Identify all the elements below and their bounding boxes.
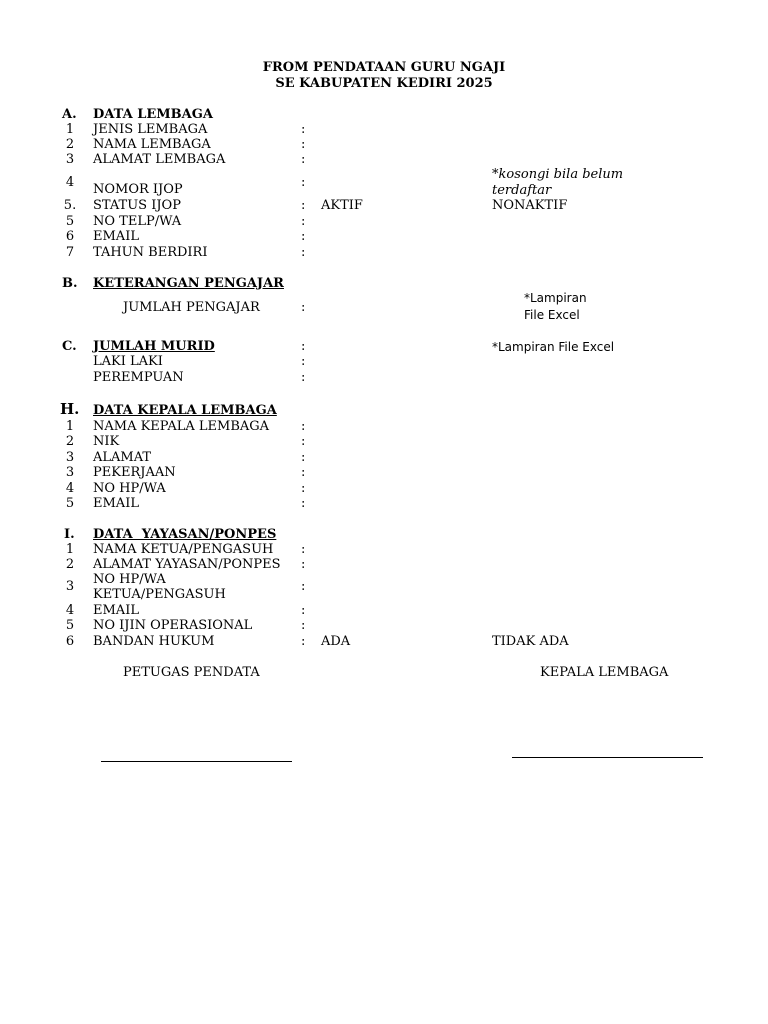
hukum-option-ada: ADA [321, 634, 351, 649]
field-colon: : [301, 450, 306, 465]
row-number: 6 [65, 634, 75, 649]
row-number: 2 [65, 557, 75, 572]
row-number: 4 [65, 175, 75, 190]
field-label-status-ijop: STATUS IJOP [93, 198, 181, 213]
field-colon: : [301, 634, 306, 649]
field-label-pekerjaan: PEKERJAAN [93, 465, 176, 480]
field-colon: : [301, 354, 306, 369]
field-label-alamat-yayasan: ALAMAT YAYASAN/PONPES [93, 557, 281, 572]
row-number: 3 [65, 450, 75, 465]
field-label-nama-lembaga: NAMA LEMBAGA [93, 137, 211, 152]
field-label-jumlah-pengajar: JUMLAH PENGAJAR [123, 300, 260, 315]
field-colon: : [301, 175, 306, 190]
field-colon: : [301, 214, 306, 229]
signature-line-petugas [101, 761, 292, 762]
section-c-letter: C. [62, 339, 77, 354]
field-colon: : [301, 434, 306, 449]
section-b-letter: B. [62, 276, 78, 291]
field-label-nomor-ijop: NOMOR IJOP [93, 182, 183, 197]
field-label-laki-laki: LAKI LAKI [93, 354, 163, 369]
section-h-letter: H. [60, 400, 80, 418]
status-option-aktif: AKTIF [321, 198, 363, 213]
field-label-badan-hukum: BANDAN HUKUM [93, 634, 215, 649]
field-colon: : [301, 339, 306, 354]
row-number: 6 [65, 229, 75, 244]
row-number: 3 [65, 152, 75, 167]
section-a-letter: A. [62, 107, 77, 122]
note-lampiran: *Lampiran [524, 291, 587, 305]
row-number: 5 [65, 214, 75, 229]
field-colon: : [301, 557, 306, 572]
form-title-line1: FROM PENDATAAN GURU NGAJI [262, 60, 506, 75]
field-colon: : [301, 542, 306, 557]
field-label-alamat-lembaga: ALAMAT LEMBAGA [93, 152, 226, 167]
row-number: 1 [65, 122, 75, 137]
note-terdaftar: terdaftar [492, 183, 552, 198]
signature-label-kepala: KEPALA LEMBAGA [540, 665, 669, 680]
field-label-nama-kepala: NAMA KEPALA LEMBAGA [93, 419, 270, 434]
field-label-nama-ketua: NAMA KETUA/PENGASUH [93, 542, 274, 557]
field-colon: : [301, 370, 306, 385]
section-a-heading: DATA LEMBAGA [93, 107, 213, 122]
section-c-heading: JUMLAH MURID [93, 339, 215, 354]
field-label-perempuan: PEREMPUAN [93, 370, 184, 385]
section-i-letter: I. [64, 527, 75, 542]
field-colon: : [301, 122, 306, 137]
note-lampiran-file-excel: *Lampiran File Excel [492, 340, 615, 354]
field-colon: : [301, 198, 306, 213]
section-h-heading: DATA KEPALA LEMBAGA [93, 403, 277, 418]
row-number: 4 [65, 481, 75, 496]
field-colon: : [301, 465, 306, 480]
field-colon: : [301, 419, 306, 434]
field-label-alamat: ALAMAT [93, 450, 152, 465]
field-label-email: EMAIL [93, 603, 139, 618]
note-kosongi: *kosongi bila belum [492, 167, 624, 182]
field-label-no-ijin: NO IJIN OPERASIONAL [93, 618, 253, 633]
form-title-line2: SE KABUPATEN KEDIRI 2025 [275, 76, 493, 91]
field-colon: : [301, 300, 306, 315]
row-number: 5 [65, 618, 75, 633]
field-colon: : [301, 496, 306, 511]
row-number: 3 [65, 579, 75, 594]
hukum-option-tidak-ada: TIDAK ADA [492, 634, 569, 649]
row-number: 3 [65, 465, 75, 480]
field-label-nik: NIK [93, 434, 120, 449]
field-colon: : [301, 229, 306, 244]
field-label-jenis-lembaga: JENIS LEMBAGA [93, 122, 208, 137]
row-number: 2 [65, 137, 75, 152]
field-label-no-hp-ketua-line2: KETUA/PENGASUH [93, 587, 226, 602]
row-number: 5 [65, 496, 75, 511]
field-colon: : [301, 245, 306, 260]
field-colon: : [301, 603, 306, 618]
signature-line-kepala [512, 757, 703, 758]
field-label-tahun-berdiri: TAHUN BERDIRI [93, 245, 208, 260]
field-colon: : [301, 579, 306, 594]
field-label-email: EMAIL [93, 229, 139, 244]
row-number: 2 [65, 434, 75, 449]
row-number: 7 [65, 245, 75, 260]
field-label-no-hp: NO HP/WA [93, 481, 166, 496]
field-colon: : [301, 618, 306, 633]
field-label-email: EMAIL [93, 496, 139, 511]
field-colon: : [301, 137, 306, 152]
signature-label-petugas: PETUGAS PENDATA [123, 665, 260, 680]
note-file-excel: File Excel [524, 308, 580, 322]
section-b-heading: KETERANGAN PENGAJAR [93, 276, 284, 291]
row-number: 4 [65, 603, 75, 618]
section-i-heading: DATA YAYASAN/PONPES [93, 527, 277, 542]
row-number: 1 [65, 419, 75, 434]
field-label-no-hp-ketua: NO HP/WA [93, 572, 166, 587]
status-option-nonaktif: NONAKTIF [492, 198, 568, 213]
field-colon: : [301, 152, 306, 167]
row-number: 5. [63, 198, 77, 213]
row-number: 1 [65, 542, 75, 557]
field-label-no-telp: NO TELP/WA [93, 214, 182, 229]
field-colon: : [301, 481, 306, 496]
